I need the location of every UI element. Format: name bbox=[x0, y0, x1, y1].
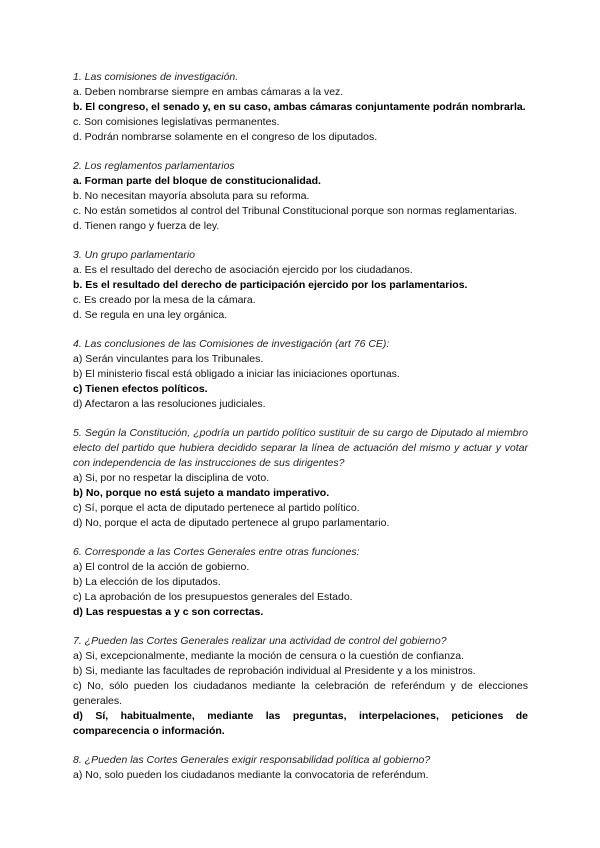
question-1 bbox=[73, 70, 528, 145]
option-d: d. Se regula en una ley orgánica. bbox=[73, 309, 228, 321]
option-b: b. No necesitan mayoría absoluta para su reforma. bbox=[73, 190, 310, 202]
option-b: b) Si, mediante las facultades de reprobación individual al Presidente y a los ministros. bbox=[73, 665, 476, 677]
question-2 bbox=[73, 159, 528, 234]
option-b: b) El ministerio fiscal está obligado a iniciar las iniciaciones oportunas. bbox=[73, 368, 400, 380]
option-d: d) Afectaron a las resoluciones judiciales. bbox=[73, 398, 266, 410]
option-b: b) La elección de los diputados. bbox=[73, 576, 221, 588]
option-c: c) Sí, porque el acta de diputado pertenece al partido político. bbox=[73, 502, 360, 514]
question-title: 5. Según la Constitución, ¿podría un partido político sustituir de su cargo de Diputado al miembro electo del partido que hubiera decidido separar la línea de actuación del mismo y actuar y votar con independencia de las instrucciones de sus dirigentes? bbox=[73, 427, 528, 469]
option-d: d. Tienen rango y fuerza de ley. bbox=[73, 220, 220, 232]
question-title: 1. Las comisiones de investigación. bbox=[73, 71, 239, 83]
question-title: 3. Un grupo parlamentario bbox=[73, 249, 195, 261]
question-4 bbox=[73, 337, 528, 412]
option-c: c) La aprobación de los presupuestos generales del Estado. bbox=[73, 591, 353, 603]
question-title: 2. Los reglamentos parlamentarios bbox=[73, 160, 235, 172]
question-title: 8. ¿Pueden las Cortes Generales exigir responsabilidad política al gobierno? bbox=[73, 754, 431, 766]
option-b-correct: b. El congreso, el senado y, en su caso, ambas cámaras conjuntamente podrán nombrarla. bbox=[73, 101, 526, 113]
option-b-correct: b) No, porque no está sujeto a mandato imperativo. bbox=[73, 487, 330, 499]
option-c: c. Es creado por la mesa de la cámara. bbox=[73, 294, 256, 306]
option-c: c) No, sólo pueden los ciudadanos mediante la celebración de referéndum y de elecciones generales. bbox=[73, 680, 528, 707]
option-c-correct: c) Tienen efectos políticos. bbox=[73, 383, 208, 395]
option-d-correct: d) Las respuestas a y c son correctas. bbox=[73, 606, 264, 618]
option-c: c. No están sometidos al control del Tribunal Constitucional porque son normas reglamentarias. bbox=[73, 205, 518, 217]
option-d: d) No, porque el acta de diputado pertenece al grupo parlamentario. bbox=[73, 517, 390, 529]
question-3 bbox=[73, 248, 528, 323]
option-a: a) Si, excepcionalmente, mediante la moción de censura o la cuestión de confianza. bbox=[73, 650, 465, 662]
question-title: 4. Las conclusiones de las Comisiones de investigación (art 76 CE): bbox=[73, 338, 390, 350]
option-b-correct: b. Es el resultado del derecho de participación ejercido por los parlamentarios. bbox=[73, 279, 468, 291]
question-title: 7. ¿Pueden las Cortes Generales realizar una actividad de control del gobierno? bbox=[73, 635, 447, 647]
option-d: d. Podrán nombrarse solamente en el congreso de los diputados. bbox=[73, 131, 378, 143]
question-6 bbox=[73, 545, 528, 620]
question-8 bbox=[73, 753, 528, 783]
option-c: c. Son comisiones legislativas permanentes. bbox=[73, 116, 280, 128]
option-a: a. Es el resultado del derecho de asociación ejercido por los ciudadanos. bbox=[73, 264, 413, 276]
option-a: a) Si, por no respetar la disciplina de voto. bbox=[73, 472, 270, 484]
option-a: a) No, solo pueden los ciudadanos mediante la convocatoria de referéndum. bbox=[73, 769, 429, 781]
option-d-correct: d) Sí, habitualmente, mediante las preguntas, interpelaciones, peticiones de comparecencia o información. bbox=[73, 710, 528, 737]
question-5 bbox=[73, 426, 528, 531]
option-a-correct: a. Forman parte del bloque de constitucionalidad. bbox=[73, 175, 321, 187]
question-title: 6. Corresponde a las Cortes Generales entre otras funciones: bbox=[73, 546, 360, 558]
option-a: a) El control de la acción de gobierno. bbox=[73, 561, 250, 573]
option-a: a. Deben nombrarse siempre en ambas cámaras a la vez. bbox=[73, 86, 344, 98]
question-7 bbox=[73, 634, 528, 739]
option-a: a) Serán vinculantes para los Tribunales. bbox=[73, 353, 264, 365]
